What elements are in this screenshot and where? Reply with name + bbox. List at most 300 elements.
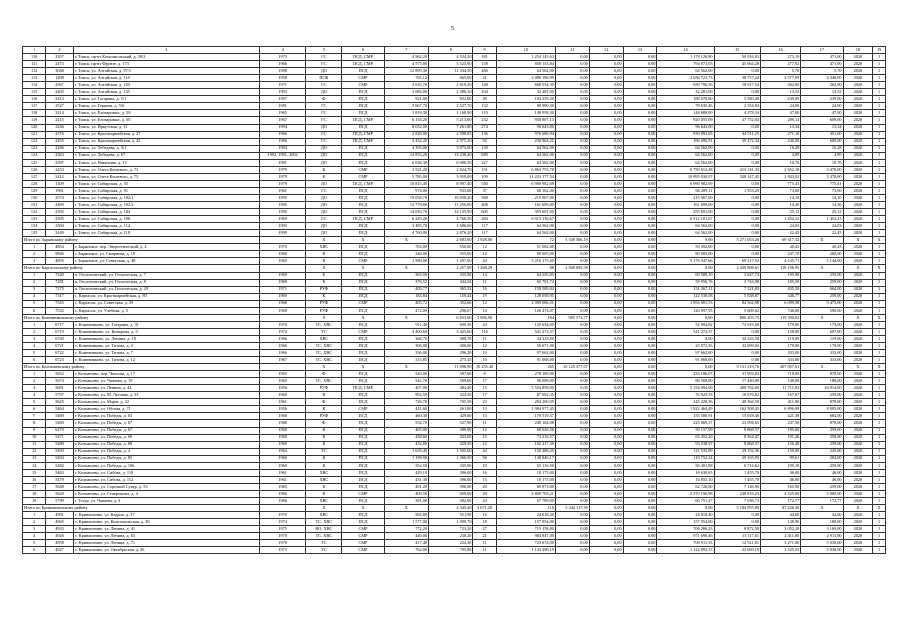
table-cell: 110 [23,54,46,61]
table-cell: г. Томск, ул. Сибирская, д. 55 [73,180,259,187]
table-cell: 1 [873,61,886,68]
table-cell: 0,00 [714,216,761,223]
table-cell: 0,00 [623,540,657,547]
table-cell: 2527 [46,103,73,110]
table-cell: 396,00 [429,483,473,490]
table-cell: 2 911,00 [801,533,843,540]
table-cell: 1 [873,68,886,75]
table-cell: 0,00 [589,378,623,385]
table-cell: 1 [873,455,886,462]
table-cell: 1 [873,272,886,279]
table-cell: 0,00 [589,519,623,526]
table-cell: 2020 [843,180,873,187]
table-cell: 1907 [259,96,306,103]
table-cell: 0,00 [589,293,623,300]
table-cell: 2020 [843,469,873,476]
table-cell: 134 [23,223,46,230]
table-cell: ТС [306,547,342,554]
table-cell: 0,00 [623,328,657,335]
table-cell: 306,90 [384,342,428,349]
table-cell: 0,00 [589,357,623,364]
subtotal-cell: 0,00 [623,237,657,244]
table-cell: 0,00 [589,152,623,159]
table-cell: 126 [23,166,46,173]
table-cell: г. Колпашево, ул. Победы, д. 67 [73,427,259,434]
table-cell: 117 [473,230,496,237]
table-cell: 0,00 [589,258,623,265]
table-cell: 185,50 [761,279,801,286]
table-cell: 0,00 [555,321,589,328]
table-cell: 132 [473,103,496,110]
table-cell: 1 [873,230,886,237]
table-cell: 2020 [843,251,873,258]
table-cell: 273,19 [761,54,801,61]
subtotal-cell: X [843,314,873,321]
subtotal-cell: X [384,505,428,512]
table-cell: 1995 [259,209,306,216]
table-cell: ПСД [342,96,384,103]
table-cell: 699,50 [429,321,473,328]
table-row [23,244,886,251]
table-cell: 2020 [843,455,873,462]
table-cell: 14 853,20 [384,152,428,159]
table-row [23,145,886,152]
table-cell: 0,00 [555,202,589,209]
table-cell: 2020 [843,328,873,335]
table-cell: 16 855,10 [657,476,714,483]
table-cell: 5463 [46,469,73,476]
table-cell: 1 [873,209,886,216]
table-cell: 11 256,80 [429,202,473,209]
table-cell: 3 169,00 [801,526,843,533]
table-cell: 1 [873,350,886,357]
table-cell: 2020 [843,272,873,279]
table-cell: 388,70 [429,335,473,342]
table-cell: 122 530,08 [657,293,714,300]
table-cell: 5,70 [801,68,843,75]
table-cell: 24,03 [761,223,801,230]
table-cell: 587,60 [429,371,473,378]
table-cell: 1 [873,448,886,455]
table-cell: 451,00 [801,131,843,138]
table-cell: 135 [23,230,46,237]
table-cell: 1968 [259,413,306,420]
table-cell: 0,00 [589,533,623,540]
table-cell: 46,00 [801,476,843,483]
table-cell: 1960 [259,462,306,469]
table-cell: 125 634,00 [496,321,555,328]
table-cell: 11 [473,547,496,554]
table-cell: 1966 [259,335,306,342]
table-cell: 17 [23,483,46,490]
subtotal-cell: X [384,237,428,244]
table-cell: 1969 [259,279,306,286]
table-cell: 911,40 [384,321,428,328]
table-cell: 29 165,95 [714,455,761,462]
table-cell: ВО, ХВС [306,526,342,533]
table-cell: 7 261,80 [429,124,473,131]
table-cell: 0,00 [623,519,657,526]
table-cell: 1 819,30 [384,110,428,117]
table-cell: 0,00 [623,385,657,392]
table-cell: 2 876,20 [429,230,473,237]
table-cell: 0,00 [623,476,657,483]
table-cell: 1 122 893,37 [657,547,714,554]
table-cell: 432,80 [384,441,428,448]
table-cell: 2020 [843,335,873,342]
table-row [23,357,886,364]
subtotal-label: Итого по Кожевниковскому району [23,314,260,321]
table-cell: 11 [473,540,496,547]
table-cell: ПСД [342,223,384,230]
table-cell: 411,90 [761,399,801,406]
table-cell: 0,00 [555,406,589,413]
table-cell: 259,00 [801,392,843,399]
table-cell: 2 086 196,99 [496,75,555,82]
table-row [23,258,886,265]
subtotal-cell: 10 255,40 [473,364,496,371]
table-cell: 1 198,90 [384,455,428,462]
table-cell: 1 [873,533,886,540]
table-cell: г. Колпашево, ул. Ставрошева, д. 4 [73,490,259,497]
subtotal-cell: 866 203,75 [714,314,761,321]
table-cell: 39 472,34 [714,138,761,145]
table-cell: 52 994,82 [657,321,714,328]
table-row [23,152,886,159]
table-cell: 396,00 [429,469,473,476]
subtotal-cell: X [873,364,886,371]
table-cell: 0,00 [555,180,589,187]
table-cell: 0,00 [589,483,623,490]
table-cell: 155 500,91 [657,413,714,420]
table-cell: 1 [873,378,886,385]
table-cell: 10 676,82 [714,392,761,399]
table-cell: 64 562,00 [496,223,555,230]
table-cell: 0,00 [589,279,623,286]
table-cell: 1981 [259,103,306,110]
table-cell: с. Кривошеино, ул. Ленина, д. 63 [73,533,259,540]
subtotal-cell: 10 125 377,67 [555,364,589,371]
table-cell: 433,00 [429,434,473,441]
table-cell: 18 [23,490,46,497]
table-cell: ПСД [342,448,384,455]
table-cell: ДО [306,145,342,152]
table-cell: ДО [306,194,342,201]
table-cell: 0,00 [589,138,623,145]
table-cell: 1 [873,82,886,89]
table-cell: СМР [342,300,384,307]
table-cell: 68 162,40 [496,187,555,194]
table-cell: 0,00 [555,251,589,258]
table-cell: 1991 [259,159,306,166]
table-cell: ПСД, СМР [342,385,384,392]
table-cell: 296,20 [429,350,473,357]
table-cell: ПСД [342,293,384,300]
subtotal-cell [259,505,306,512]
table-cell: 2 [23,378,46,385]
table-cell: 157 954,00 [496,519,555,526]
table-cell: 1995 [259,194,306,201]
table-row [23,427,886,434]
subtotal-cell: 0,00 [623,364,657,371]
subtotal-row [23,364,886,371]
table-cell: 921,00 [384,96,428,103]
table-cell: 122 [23,138,46,145]
table-cell: 2414 [46,110,73,117]
table-cell: 1 [873,371,886,378]
table-cell: 246,00 [761,138,801,145]
table-cell: 3 950,00 [429,173,473,180]
table-cell: 421,38 [761,413,801,420]
table-cell: ПСД, СМР [342,61,384,68]
table-cell: 992,50 [384,392,428,399]
table-cell: ПСД [342,321,384,328]
table-cell: 0,00 [623,223,657,230]
table-cell: 32 699,04 [714,342,761,349]
table-cell: 13,34 [761,124,801,131]
table-cell: г. Томск, ул. Елизаровых, д. 58 [73,110,259,117]
table-cell: ДО [306,223,342,230]
table-cell: г. Томск, ул. Сибирская, д. 102/2 [73,202,259,209]
table-cell: 10 815,40 [384,180,428,187]
table-cell: 0,00 [623,138,657,145]
table-cell: 355 691,00 [496,209,555,216]
table-cell: 133 [23,216,46,223]
table-cell: 0,00 [589,223,623,230]
table-cell: 0,00 [714,328,761,335]
table-cell: 1 [873,335,886,342]
table-cell: 405,77 [384,286,428,293]
table-cell: ПСД, СМР [342,54,384,61]
table-row [23,399,886,406]
table-cell: 1 [873,138,886,145]
table-cell: 355 691,00 [657,209,714,216]
table-cell: К [306,441,342,448]
table-cell: 0,00 [555,307,589,314]
table-cell: 24,03 [801,223,843,230]
table-cell: 24 [473,321,496,328]
table-cell: 123 [23,145,46,152]
table-row [23,138,886,145]
subtotal-cell: 5 349 566,19 [555,237,589,244]
table-cell: 119 [23,117,46,124]
table-cell: 2449 [46,230,73,237]
table-cell: 14,36 [801,202,843,209]
table-cell: 1 [873,321,886,328]
table-cell: 215 967,00 [657,194,714,201]
table-cell: 5471 [46,434,73,441]
table-cell: 78 635,46 [657,103,714,110]
table-cell: 460,30 [384,413,428,420]
table-cell: 0,00 [555,258,589,265]
table-cell: 2020 [843,357,873,364]
table-cell: 0,00 [714,124,761,131]
table-cell: 64 562,00 [657,152,714,159]
table-cell: с. Кривошеино, ул. Комсомольская, д. 49 [73,519,259,526]
table-cell: 1 [873,187,886,194]
table-cell: 0,00 [555,89,589,96]
table-cell: 333,00 [761,357,801,364]
table-cell: 0,00 [623,399,657,406]
table-cell: 8 [23,420,46,427]
table-cell: 7240 [46,272,73,279]
table-cell: ПСД, СМР [342,131,384,138]
table-cell: г. Колпашево, ул. М. Луговая, д. 33 [73,392,259,399]
table-row [23,89,886,96]
table-cell: 12 [473,244,496,251]
table-cell: 64 556,83 [496,272,555,279]
table-cell: ХВС [306,244,342,251]
table-cell: 1 254 145,63 [496,54,555,61]
table-cell: 80 005,00 [657,251,714,258]
table-cell: 4854 [46,244,73,251]
table-cell: 46,00 [761,476,801,483]
table-row [23,82,886,89]
table-cell: 408 [473,202,496,209]
table-cell: 3 [23,526,46,533]
table-cell: 0,00 [555,159,589,166]
subtotal-cell: 0,00 [657,505,714,512]
table-cell: ПСД [342,103,384,110]
table-cell: 772,20 [384,526,428,533]
table-cell: 64 562,00 [496,145,555,152]
table-cell: с. Каргасок, ул. Советская, д. 29 [73,300,259,307]
table-cell: 5 554 858,00 [496,385,555,392]
table-cell: 0,00 [589,547,623,554]
table-cell: 14 [23,462,46,469]
table-row [23,103,886,110]
table-cell: К [306,427,342,434]
table-cell: 0,00 [555,216,589,223]
table-cell: 0,00 [555,385,589,392]
table-row [23,406,886,413]
table-cell: 2395 [46,216,73,223]
table-row [23,75,886,82]
table-cell: 6 714,62 [714,462,761,469]
table-cell: 565,80 [384,512,428,519]
table-cell: ПСД [342,152,384,159]
table-cell: 0,00 [714,512,761,519]
table-cell: ХВС [306,498,342,505]
table-cell: 1 [873,413,886,420]
table-cell: 6 [23,307,46,314]
table-cell: 1973 [259,547,306,554]
table-cell: 118 [23,110,46,117]
table-cell: 0,00 [623,371,657,378]
table-cell: 1 [873,462,886,469]
table-cell: 12 [473,350,496,357]
table-cell: 12 [23,448,46,455]
table-cell: г. Колпашево, ул. Сибова, д. 110 [73,469,259,476]
table-cell: 466 [473,68,496,75]
table-cell: 605 [473,209,496,216]
table-row [23,131,886,138]
table-cell: 723,20 [429,526,473,533]
table-cell: 0,00 [623,441,657,448]
table-cell: 0,00 [714,202,761,209]
table-row [23,124,886,131]
table-cell: 340,00 [384,251,428,258]
table-cell: 0,00 [623,498,657,505]
table-cell: 161 699,00 [657,202,714,209]
subtotal-cell [259,364,306,371]
table-cell: 0,00 [714,251,761,258]
table-cell: 64 562,00 [496,159,555,166]
table-cell: 278 180,00 [496,371,555,378]
table-cell: 0,00 [589,462,623,469]
table-cell: 0,00 [623,406,657,413]
table-cell: 0,00 [589,540,623,547]
table-cell: 4 575,00 [384,61,428,68]
table-cell: 34 333,50 [714,335,761,342]
table-cell: 2020 [843,490,873,497]
table-cell: 3 [23,385,46,392]
table-cell: 0,00 [555,54,589,61]
header-cell: 1 [23,47,46,54]
header-cell: 10 [496,47,555,54]
table-row [23,180,886,187]
table-cell: 12 [473,342,496,349]
table-cell: 2020 [843,209,873,216]
table-row [23,378,886,385]
table-cell: 2574 [46,194,73,201]
table-cell: 0,00 [623,124,657,131]
table-cell: 2 411,00 [761,533,801,540]
table-cell: ГС [306,103,342,110]
table-cell: 27 [473,526,496,533]
table-cell: 6 [23,357,46,364]
table-cell: 1966 [259,342,306,349]
table-row [23,223,886,230]
table-cell: 429,60 [429,413,473,420]
table-cell: 91 068,00 [496,357,555,364]
table-cell: 115 [23,89,46,96]
table-cell: 0,00 [623,392,657,399]
table-cell: 5 030,00 [801,547,843,554]
table-cell: 524,50 [429,392,473,399]
table-cell: 0,00 [555,117,589,124]
table-cell: 2 819,30 [429,82,473,89]
table-cell: 878,00 [801,371,843,378]
subtotal-cell: 4 345,40 [429,505,473,512]
table-cell: Ф [306,420,342,427]
table-cell: с. Кожевниково, ул. Титова, д. 4 [73,342,259,349]
table-cell: 10,76 [761,159,801,166]
table-cell: 1965 [259,371,306,378]
table-cell: 16 [473,286,496,293]
table-cell: 151 267,11 [657,286,714,293]
table-cell: ГС [306,110,342,117]
table-cell: 2020 [843,202,873,209]
table-cell: К [306,406,342,413]
table-cell: 0,00 [623,378,657,385]
table-cell: 0,00 [555,519,589,526]
table-cell: 13 [23,455,46,462]
table-cell: ПСД [342,434,384,441]
table-cell: 0,00 [589,89,623,96]
table-row [23,462,886,469]
table-cell: г. Томск, пр-кт Комсомольский, д. 39/2 [73,54,259,61]
table-cell: 2020 [843,512,873,519]
table-cell: 56 671,00 [496,342,555,349]
table-cell: 1972 [259,328,306,335]
table-cell: 29 [473,490,496,497]
table-cell: 665,00 [429,75,473,82]
table-row [23,54,886,61]
header-cell: 12 [589,47,623,54]
table-cell: 609,00 [429,490,473,497]
table-cell: 1 [873,427,886,434]
